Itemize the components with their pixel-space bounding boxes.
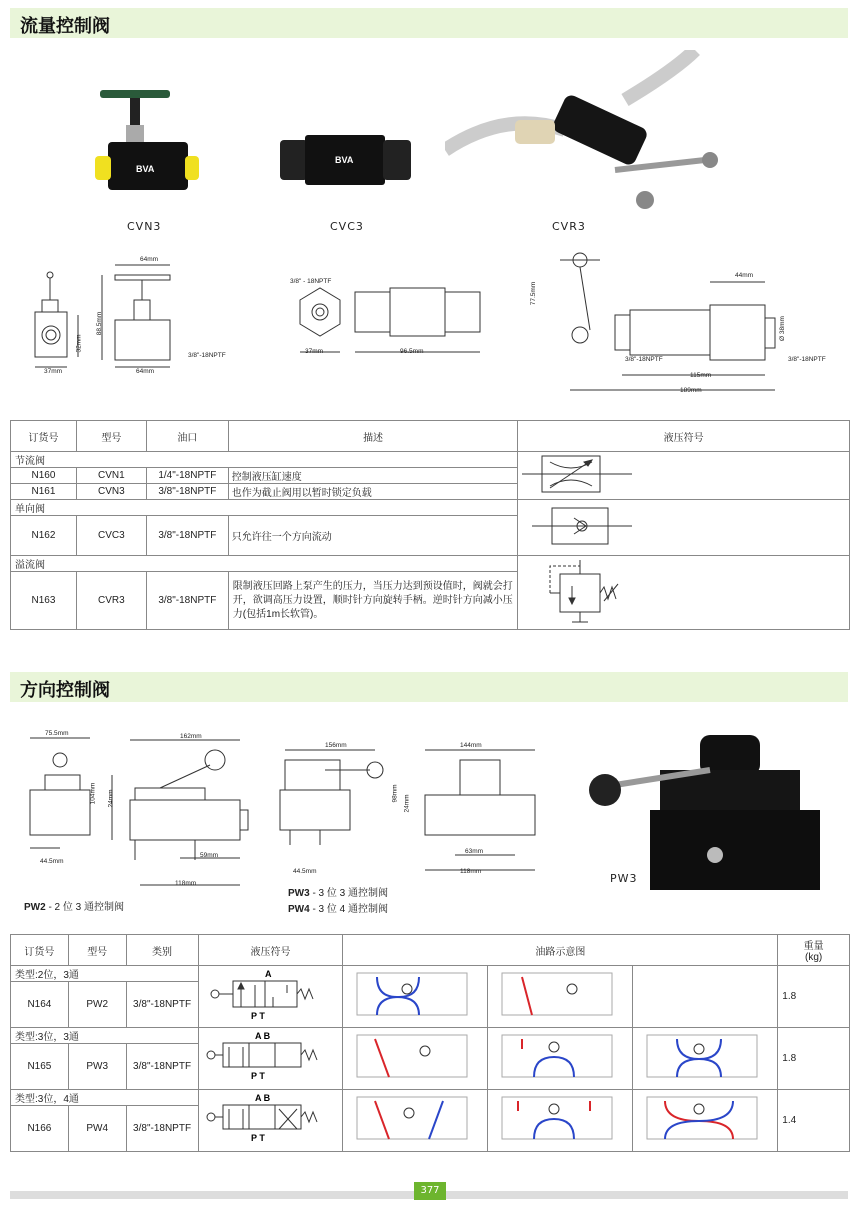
cvn3-drawing	[30, 255, 240, 385]
symbol-check	[518, 500, 850, 556]
dim: 24mm	[107, 789, 115, 808]
page-number: 377	[414, 1182, 446, 1200]
dim: 115mm	[690, 372, 712, 379]
symbol-throttle	[518, 452, 850, 500]
dim: 37mm	[305, 348, 324, 355]
symbol-3pos-4way	[198, 1090, 343, 1152]
section-header-flow-control	[10, 8, 848, 38]
svg-text:A: A	[264, 969, 272, 979]
cell: CVN1	[76, 468, 146, 484]
svg-text:P T: P T	[250, 1071, 265, 1081]
cell: 1.8	[778, 1028, 850, 1090]
cell: 3/8"-18NPTF	[146, 572, 228, 630]
cell: 3/8"-18NPTF	[146, 516, 228, 556]
circuit-diagram	[343, 1028, 488, 1090]
cell: N165	[11, 1044, 69, 1090]
dim: Ø 38mm	[778, 316, 786, 341]
cell: N161	[11, 484, 77, 500]
col-header: 油口	[146, 421, 228, 452]
cvr3-photo	[445, 50, 745, 220]
cell: 3/8"-18NPTF	[126, 982, 198, 1028]
col-header: 型号	[68, 935, 126, 966]
dim: 44mm	[735, 272, 754, 279]
dim: 3/8" - 18NPTF	[290, 278, 332, 285]
cell: 3/8"-18NPTF	[146, 484, 228, 500]
cell: 只允许往一个方向流动	[228, 516, 518, 556]
pw4-caption: PW4 - 3 位 4 通控制阀	[288, 904, 389, 915]
dim: 77.5mm	[530, 281, 538, 306]
circuit-diagram	[343, 1090, 488, 1152]
cell: N163	[11, 572, 77, 630]
col-header: 液压符号	[518, 421, 850, 452]
dim: 44.5mm	[40, 858, 64, 865]
section-title: 方向控制阀	[20, 680, 110, 701]
cvr3-caption: CVR3	[552, 220, 586, 233]
cell: CVC3	[76, 516, 146, 556]
direction-valve-table	[10, 934, 850, 1152]
cvc3-caption: CVC3	[330, 220, 364, 233]
cell: N162	[11, 516, 77, 556]
cell: 限制液压回路上泵产生的压力，当压力达到预设值时，阀就会打开，欲调高压力设置，顺时针方向旋转手柄。逆时针方向减小压力(包括1m长软管)。	[228, 572, 518, 630]
flow-valve-table	[10, 420, 850, 630]
circuit-diagram	[633, 1028, 778, 1090]
cell: 1/4"-18NPTF	[146, 468, 228, 484]
circuit-diagram	[633, 1090, 778, 1152]
dim: 162mm	[180, 733, 202, 740]
section-header-direction-control	[10, 672, 848, 702]
cvr3-drawing	[560, 250, 800, 400]
dim: 64mm	[136, 368, 155, 375]
symbol-2pos-3way	[198, 966, 343, 1028]
cell: 控制液压缸速度	[228, 468, 518, 484]
group-label: 类型:2位，3通	[11, 966, 199, 982]
pw3-caption: PW3 - 3 位 3 通控制阀	[288, 888, 389, 899]
cvc3-photo	[275, 130, 415, 200]
cell: N164	[11, 982, 69, 1028]
cell: 3/8"-18NPTF	[126, 1044, 198, 1090]
pw3-photo	[570, 730, 830, 900]
dim: 118mm	[460, 868, 482, 875]
svg-text:A B: A B	[254, 1093, 270, 1103]
group-label: 类型:3位，4通	[11, 1090, 199, 1106]
col-header: 型号	[76, 421, 146, 452]
pw2-drawing	[20, 730, 270, 890]
col-header: 订货号	[11, 935, 69, 966]
svg-text:BVA: BVA	[136, 164, 155, 174]
circuit-diagram	[488, 966, 633, 1028]
dim: 118mm	[175, 880, 197, 887]
cvn3-caption: CVN3	[127, 220, 162, 233]
dim: 144mm	[460, 742, 482, 749]
symbol-relief	[518, 556, 850, 630]
group-label: 类型:3位，3通	[11, 1028, 199, 1044]
dim: 3/8"-18NPTF	[188, 352, 226, 359]
cell: N160	[11, 468, 77, 484]
col-header: 订货号	[11, 421, 77, 452]
circuit-diagram	[343, 966, 488, 1028]
col-header: 油路示意图	[343, 935, 778, 966]
section-title: 流量控制阀	[20, 16, 110, 37]
cell: PW4	[68, 1106, 126, 1152]
cvn3-photo	[90, 80, 230, 200]
pw3-photo-caption: PW3	[610, 872, 638, 885]
dim: 64mm	[140, 256, 159, 263]
group-label: 溢流阀	[11, 556, 518, 572]
cell: PW2	[68, 982, 126, 1028]
cell: 也作为截止阀用以暂时锁定负载	[228, 484, 518, 500]
dim: 3/8"-18NPTF	[788, 356, 826, 363]
dim: 189mm	[680, 387, 702, 394]
cell: 1.4	[778, 1090, 850, 1152]
cell: CVN3	[76, 484, 146, 500]
group-label: 节流阀	[11, 452, 518, 468]
cell: CVR3	[76, 572, 146, 630]
group-label: 单向阀	[11, 500, 518, 516]
dim: 104mm	[89, 782, 97, 805]
dim: 3/8"-18NPTF	[625, 356, 663, 363]
svg-text:P T: P T	[250, 1133, 265, 1143]
symbol-3pos-3way	[198, 1028, 343, 1090]
dim: 96.5mm	[400, 348, 424, 355]
col-header: 描述	[228, 421, 518, 452]
dim: 59mm	[200, 852, 219, 859]
circuit-diagram	[488, 1028, 633, 1090]
col-header: 类别	[126, 935, 198, 966]
dim: 24mm	[403, 794, 411, 813]
svg-text:P T: P T	[250, 1011, 265, 1021]
dim: 32mm	[75, 334, 83, 353]
circuit-diagram-empty	[633, 966, 778, 1028]
cell: PW3	[68, 1044, 126, 1090]
svg-text:A B: A B	[254, 1031, 270, 1041]
col-header: 液压符号	[198, 935, 343, 966]
pw2-caption: PW2 - 2 位 3 通控制阀	[24, 902, 125, 913]
cell: 3/8"-18NPTF	[126, 1106, 198, 1152]
svg-text:BVA: BVA	[335, 155, 354, 165]
col-header: 重量 (kg)	[778, 935, 850, 966]
dim: 63mm	[465, 848, 484, 855]
cell: N166	[11, 1106, 69, 1152]
dim: 98mm	[391, 784, 399, 803]
dim: 88.5mm	[96, 311, 104, 336]
dim: 37mm	[44, 368, 63, 375]
dim: 156mm	[325, 742, 347, 749]
circuit-diagram	[488, 1090, 633, 1152]
dim: 44.5mm	[293, 868, 317, 875]
dim: 75.5mm	[45, 730, 69, 737]
cell: 1.8	[778, 966, 850, 1028]
